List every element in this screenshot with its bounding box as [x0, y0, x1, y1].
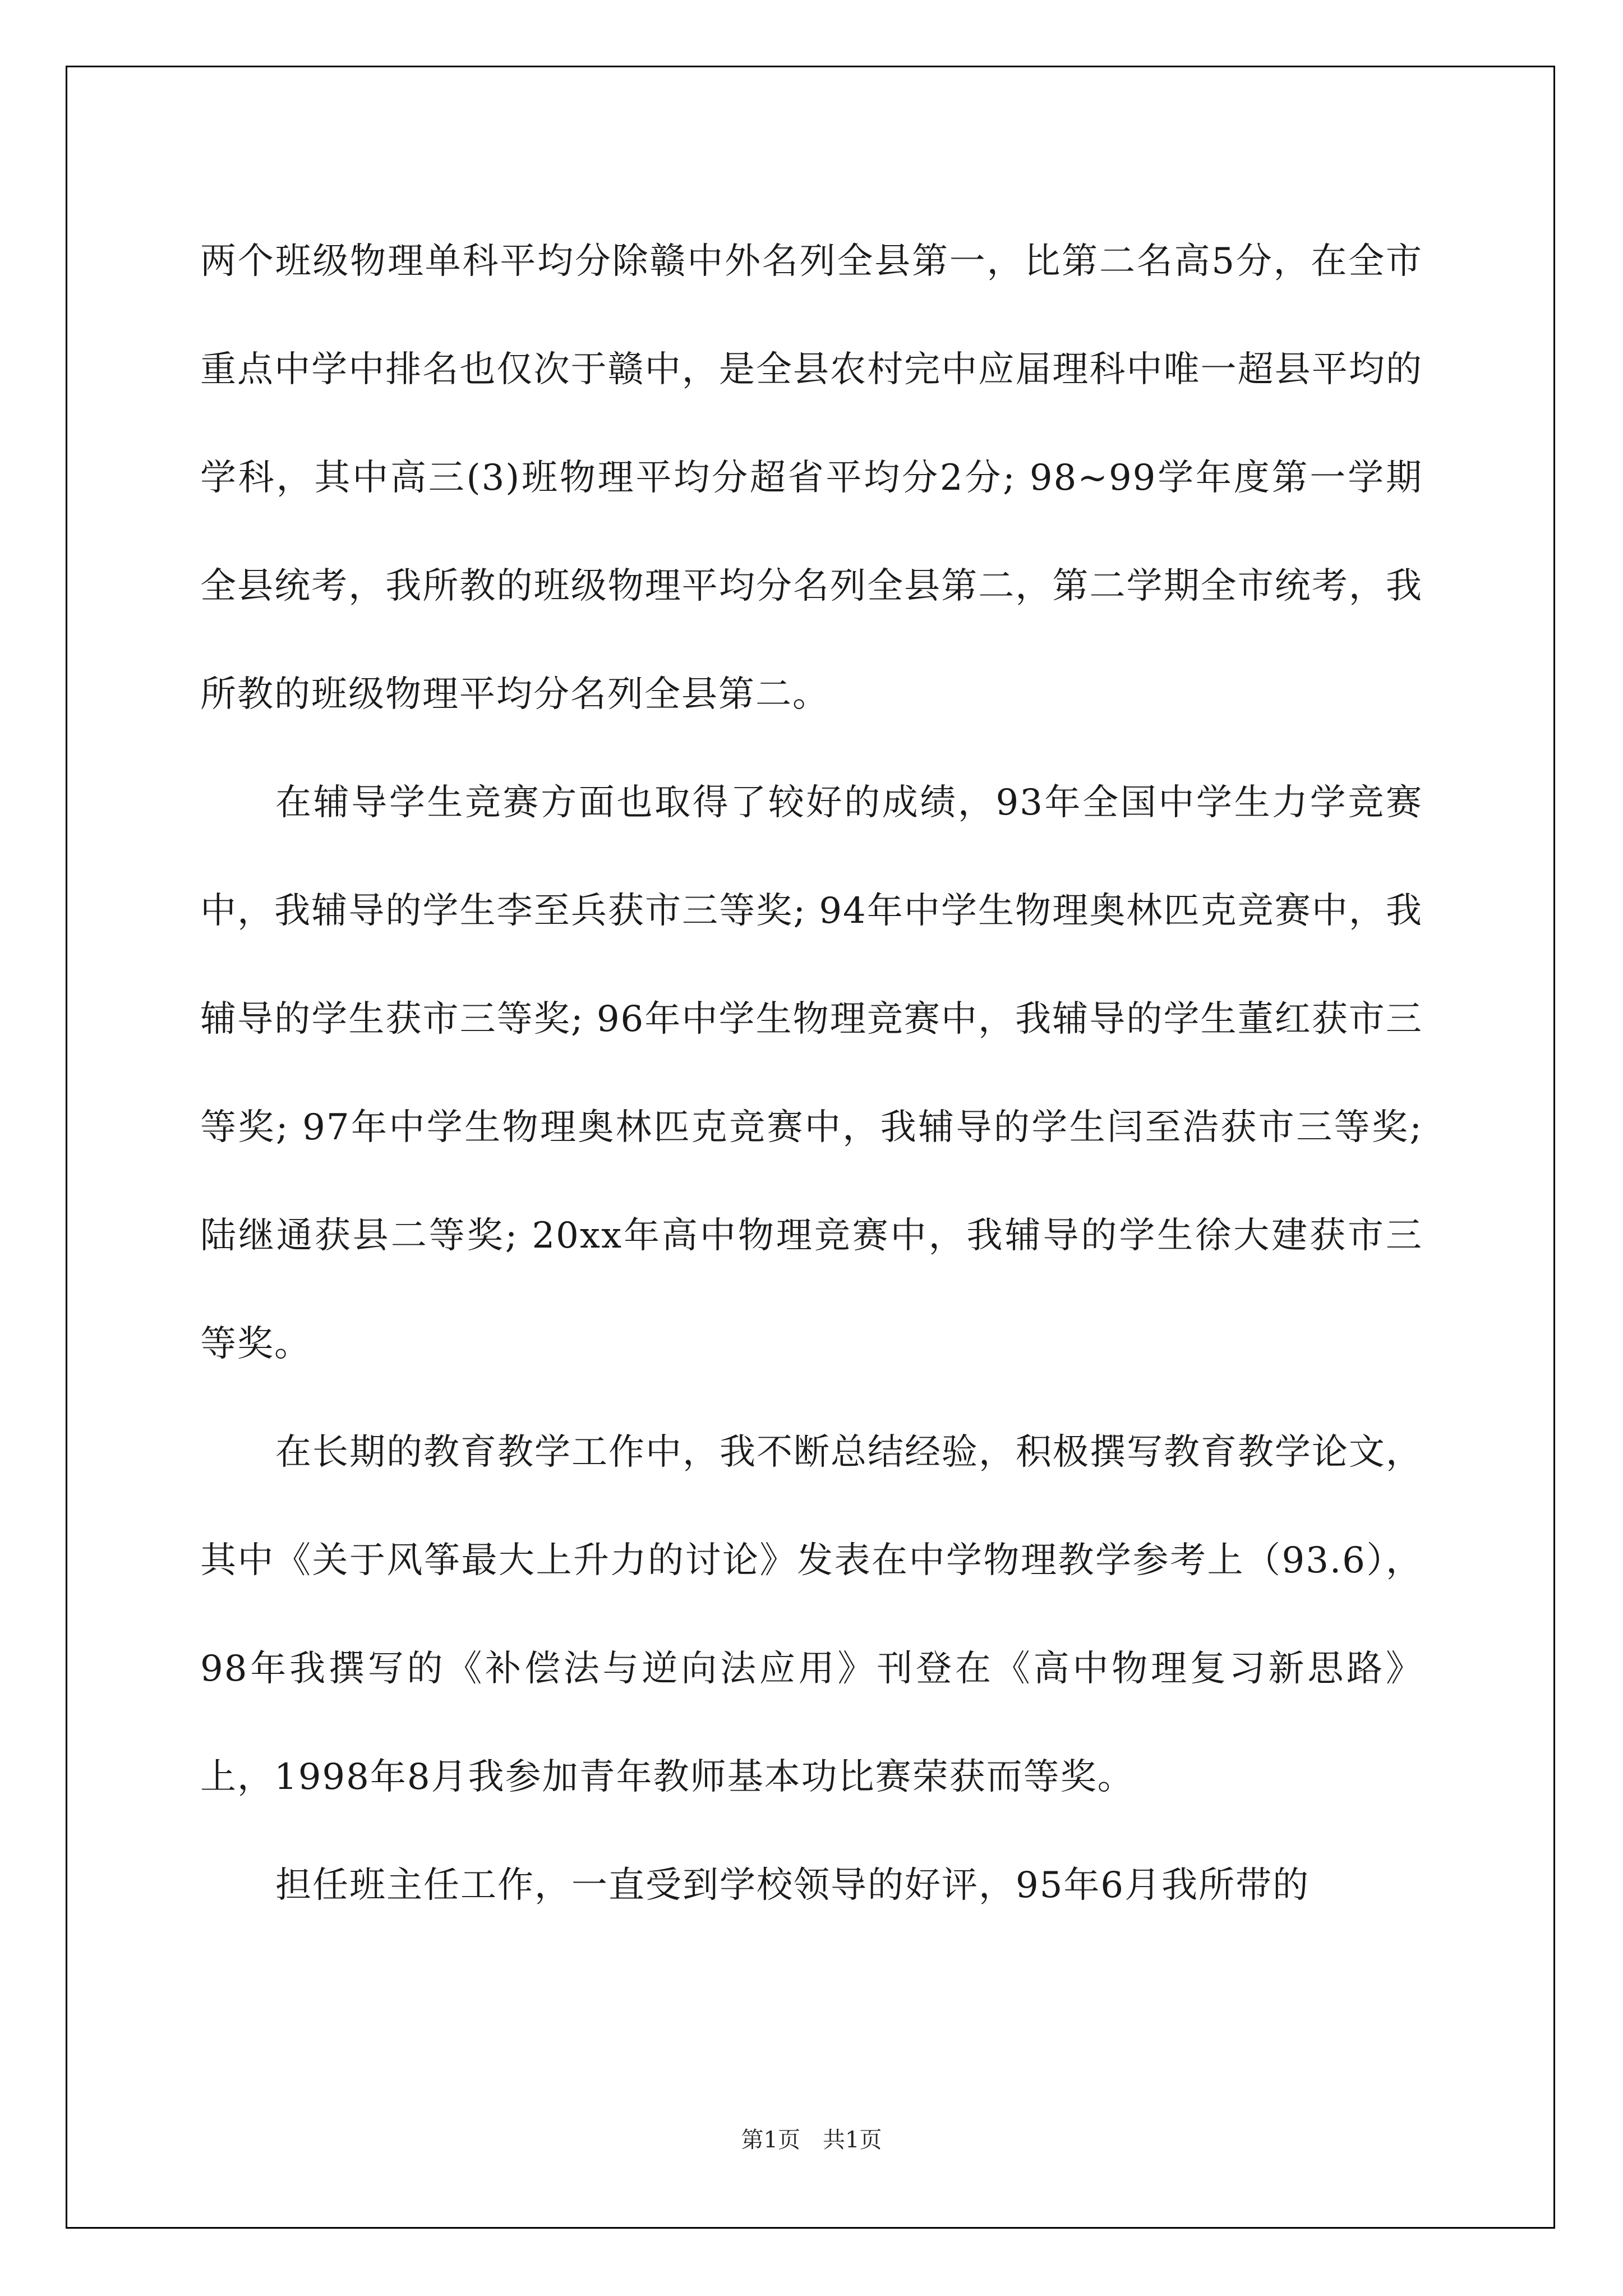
document-body — [200, 208, 1423, 1940]
paragraph-competitions: 在辅导学生竞赛方面也取得了较好的成绩，93年全国中学生力学竞赛中，我辅导的学生李至兵获市三等奖; 94年中学生物理奥林匹克竞赛中，我辅导的学生获市三等奖; 96年中学生物理竞赛中，我辅导的学生董红获市三等奖; 97年中学生物理奥林匹克竞赛中，我辅导的学生闫至浩获市三等奖; 陆继通获县二等奖; 20xx年高中物理竞赛中，我辅导的学生徐大建获市三等奖。 — [200, 782, 1423, 1365]
paragraph-papers: 在长期的教育教学工作中，我不断总结经验，积极撰写教育教学论文，其中《关于风筝最大上升力的讨论》发表在中学物理教学参考上（93.6），98年我撰写的《补偿法与逆向法应用》刊登在《高中物理复习新思路》上，1998年8月我参加青年教师基本功比赛荣获而等奖。 — [200, 1432, 1423, 1798]
page-number: 第1页 共1页 — [741, 2127, 882, 2153]
paragraph-class-teacher: 担任班主任工作，一直受到学校领导的好评，95年6月我所带的 — [275, 1865, 1310, 1906]
paragraph-results: 两个班级物理单科平均分除赣中外名列全县第一，比第二名高5分，在全市重点中学中排名也仅次于赣中，是全县农村完中应届理科中唯一超县平均的学科，其中高三(3)班物理平均分超省平均分2分; 98~99学年度第一学期全县统考，我所教的班级物理平均分名列全县第二，第二学期全市统考，我所教的班级物理平均分名列全县第二。 — [200, 241, 1423, 715]
page-footer — [0, 2123, 1623, 2157]
